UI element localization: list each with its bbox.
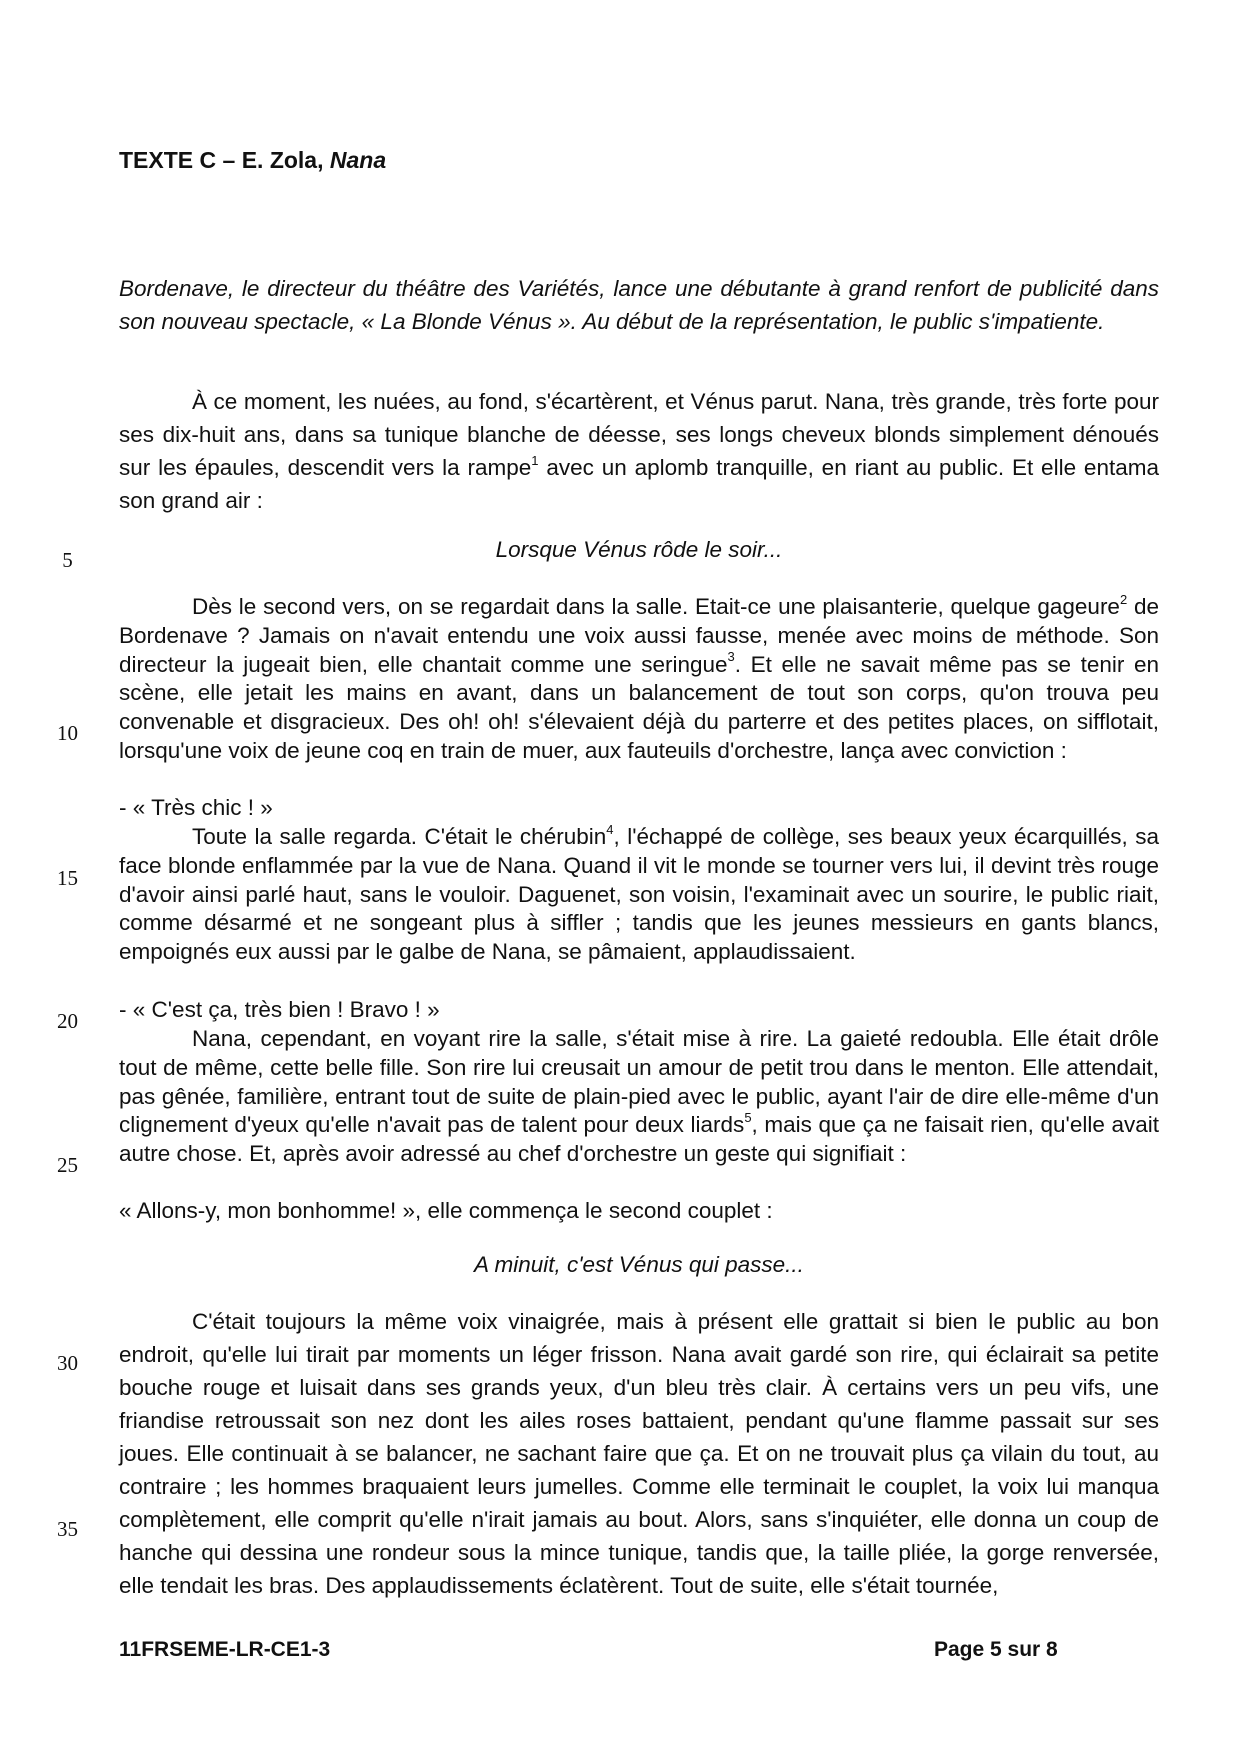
footnote-ref-2: 2 xyxy=(1119,591,1128,607)
paragraph-2 xyxy=(119,593,1159,766)
footnote-ref-4: 4 xyxy=(606,821,614,837)
verse-2: A minuit, c'est Vénus qui passe... xyxy=(474,1252,804,1277)
page-number: Page 5 sur 8 xyxy=(934,1638,1058,1661)
document-code: 11FRSEME-LR-CE1-3 xyxy=(119,1638,331,1661)
footnote-ref-1: 1 xyxy=(531,452,539,468)
p1-text-a: À ce moment, les nuées, au fond, s'écartèrent, et Vénus parut. Nana, très grande, très forte pour ses dix-huit ans, dans sa tunique blanche de déesse, ses longs cheveux blonds simplement dénoués sur les épaules, descendit vers la rampe xyxy=(119,389,1159,480)
quote-allons-y: « Allons-y, mon bonhomme! », elle commença le second couplet : xyxy=(119,1198,773,1223)
quote-bravo: - « C'est ça, très bien ! Bravo ! » xyxy=(119,997,440,1022)
line-number: 15 xyxy=(57,866,78,890)
p2-text-c: . Et elle ne savait même pas se tenir en scène, elle jetait les mains en avant, dans un balancement de tout son corps, qu'on trouva peu convenable et disgracieux. Des oh! oh! s'élevaient déjà du parterre et des petites places, on sifflotait, lorsqu'une voix de jeune coq en train de muer, aux fauteuils d'orchestre, lança avec conviction : xyxy=(119,651,1159,763)
title-work: Nana xyxy=(329,147,387,173)
p2-text-a: Dès le second vers, on se regardait dans la salle. Etait-ce une plaisanterie, quelque gageure xyxy=(192,594,1120,619)
line-number: 25 xyxy=(57,1153,78,1177)
p2-text-b: de Bordenave ? Jamais on n'avait entendu une voix aussi fausse, menée avec moins de méthode. Son directeur la jugeait bien, elle chantait comme une seringue xyxy=(119,594,1159,677)
paragraph-5: C'était toujours la même voix vinaigrée, mais à présent elle grattait si bien le public au bon endroit, qu'elle lui tirait par moments un léger frisson. Nana avait gardé son rire, qui éclairait sa petite bouche rouge et luisait dans ses grands yeux, d'un bleu très clair. À certains vers un peu vifs, une friandise retroussait son nez dont les ailes roses battaient, pendant qu'une flamme passait sur ses joues. Elle continuait à se balancer, ne sachant faire que ça. Et on ne trouvait plus ça vilain du tout, au contraire ; les hommes braquaient leurs jumelles. Comme elle terminait le couplet, la voix lui manqua complètement, elle comprit qu'elle n'irait jamais au bout. Alors, sans s'inquiéter, elle donna un coup de hanche qui dessina une rondeur sous la mince tunique, tandis que, la taille pliée, la gorge renversée, elle tendait les bras. Des applaudissements éclatèrent. Tout de suite, elle s'était tournée, xyxy=(119,1309,1159,1598)
footnote-ref-3: 3 xyxy=(727,649,735,665)
intro-paragraph: Bordenave, le directeur du théâtre des Variétés, lance une débutante à grand renfort de publicité dans son nouveau spectacle, « La Blonde Vénus ». Au début de la représentation, le public s'impatiente. xyxy=(119,276,1159,334)
p3-text-b: , l'échappé de collège, ses beaux yeux écarquillés, sa face blonde enflammée par la vue de Nana. Quand il vit le monde se tourner vers lui, il devint très rouge d'avoir ainsi parlé haut, sans le vouloir. Daguenet, son voisin, l'examinait avec un sourire, le public riait, comme désarmé et ne songeant plus à siffler ; tandis que les jeunes messieurs en gants blancs, empoignés eux aussi par le galbe de Nana, se pâmaient, applaudissaient. xyxy=(119,824,1159,965)
line-number: 20 xyxy=(57,1009,78,1033)
paragraph-3 xyxy=(119,823,1159,967)
line-number: 35 xyxy=(57,1517,78,1541)
quote-tres-chic: - « Très chic ! » xyxy=(119,795,273,820)
paragraph-1 xyxy=(119,385,1159,517)
footnote-ref-5: 5 xyxy=(744,1109,752,1125)
verse-1: Lorsque Vénus rôde le soir... xyxy=(495,537,783,562)
p4-text-a: Nana, cependant, en voyant rire la salle, s'était mise à rire. La gaieté redoubla. Elle était drôle tout de même, cette belle fille. Son rire lui creusait un amour de petit trou dans le menton. Elle attendait, pas gênée, familière, entrant tout de suite de plain-pied avec le public, ayant l'air de dire elle-même d'un clignement d'yeux qu'elle n'avait pas de talent pour deux liards xyxy=(119,1026,1159,1138)
paragraph-4 xyxy=(119,1025,1159,1169)
line-number: 10 xyxy=(57,721,78,745)
p4-text-b: , mais que ça ne faisait rien, qu'elle avait autre chose. Et, après avoir adressé au chef d'orchestre un geste qui signifiait : xyxy=(119,1112,1159,1167)
p3-text-a: Toute la salle regarda. C'était le chérubin xyxy=(192,824,607,849)
line-number: 5 xyxy=(62,548,73,572)
text-title xyxy=(119,147,386,174)
line-number: 30 xyxy=(57,1351,78,1375)
title-prefix: TEXTE C – E. Zola, xyxy=(119,147,330,173)
p1-text-b: avec un aplomb tranquille, en riant au public. Et elle entama son grand air : xyxy=(119,455,1159,513)
